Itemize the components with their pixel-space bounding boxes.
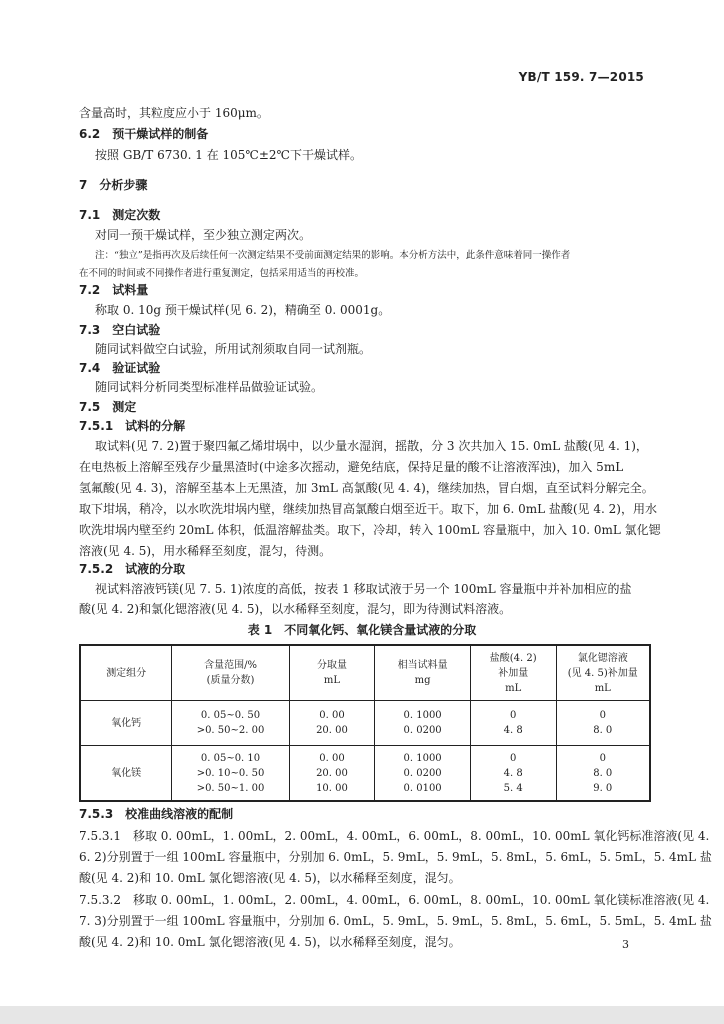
paragraph-7-5-3-2-line: 7. 3)分别置于一组 100mL 容量瓶中，分别加 6. 0mL，5. 9mL，5. 9mL，5. 8mL，5. 6mL，5. 5mL，5. 4mL 盐 (79, 914, 712, 928)
section-heading-7-4: 7.4 验证试验 (79, 361, 161, 375)
paragraph-7-5-3-1-line: 6. 2)分别置于一组 100mL 容量瓶中，分别加 6. 0mL，5. 9mL，5. 9mL，5. 8mL，5. 6mL，5. 5mL，5. 4mL 盐 (79, 850, 712, 864)
paragraph-7-5-1-line: 吹洗坩埚内壁至约 20mL 体积，低温溶解盐类。取下，冷却，转入 100mL 容量瓶中，加入 10. 0mL 氯化锶 (79, 523, 661, 537)
paragraph-7-5-3-1-line: 酸(见 4. 2)和 10. 0mL 氯化锶溶液(见 4. 5)，以水稀释至刻度，混匀。 (79, 871, 461, 885)
table-cell: 氧化钙 (80, 701, 172, 746)
table-cell: 0. 1000 0. 0200 0. 0100 (375, 746, 471, 802)
section-heading-7-5-3: 7.5.3 校准曲线溶液的配制 (79, 807, 234, 821)
paragraph-7-2: 称取 0. 10g 预干燥试样(见 6. 2)，精确至 0. 0001g。 (95, 303, 391, 317)
table-cell: 0 8. 0 9. 0 (556, 746, 650, 802)
dilution-table (79, 644, 651, 802)
section-heading-7-5: 7.5 测定 (79, 400, 137, 414)
paragraph-7-4: 随同试料分析同类型标准样品做验证试验。 (95, 380, 324, 394)
table-cell: 0. 00 20. 00 (289, 701, 375, 746)
paragraph-7-5-2-line: 酸(见 4. 2)和氯化锶溶液(见 4. 5)，以水稀释至刻度，混匀，即为待测试料溶液。 (79, 602, 512, 616)
paragraph-7-5-2-line: 视试料溶液钙镁(见 7. 5. 1)浓度的高低，按表 1 移取试液于另一个 100mL 容量瓶中并补加相应的盐 (95, 582, 632, 596)
table-cell: 0 4. 8 (470, 701, 556, 746)
section-heading-7: 7 分析步骤 (79, 178, 148, 192)
table-row (80, 701, 650, 746)
table-cell: 0. 1000 0. 0200 (375, 701, 471, 746)
table-cell: 0. 05~0. 10 >0. 10~0. 50 >0. 50~1. 00 (172, 746, 289, 802)
section-heading-7-3: 7.3 空白试验 (79, 323, 161, 337)
page-number: 3 (622, 938, 629, 951)
paragraph-6-2: 按照 GB/T 6730. 1 在 105℃±2℃下干燥试样。 (95, 148, 362, 162)
table-cell: 0 8. 0 (556, 701, 650, 746)
section-heading-7-5-2: 7.5.2 试液的分取 (79, 562, 186, 576)
table-cell: 0. 05~0. 50 >0. 50~2. 00 (172, 701, 289, 746)
paragraph-7-5-3-2-line: 酸(见 4. 2)和 10. 0mL 氯化锶溶液(见 4. 5)，以水稀释至刻度，混匀。 (79, 935, 461, 949)
text-line: 含量高时，其粒度应小于 160μm。 (79, 106, 269, 120)
note-line-1: 注：“独立”是指再次及后续任何一次测定结果不受前面测定结果的影响。本分析方法中，此条件意味着同一操作者 (95, 250, 571, 261)
table-caption: 表 1 不同氧化钙、氧化镁含量试液的分取 (247, 623, 477, 637)
paragraph-7-5-3-1-line: 7.5.3.1 移取 0. 00mL，1. 00mL，2. 00mL，4. 00mL，6. 00mL，8. 00mL，10. 00mL 氧化钙标准溶液(见 4. (79, 829, 710, 843)
table-header-row (80, 645, 650, 701)
table-cell: 0 4. 8 5. 4 (470, 746, 556, 802)
paragraph-7-5-1-line: 取下坩埚，稍冷，以水吹洗坩埚内壁，继续加热冒高氯酸白烟至近干。取下，加 6. 0mL 盐酸(见 4. 2)，用水 (79, 502, 657, 516)
header-cell: 分取量 mL (289, 645, 375, 701)
paragraph-7-5-1-line: 氢氟酸(见 4. 3)，溶解至基本上无黑渣，加 3mL 高氯酸(见 4. 4)，继续加热，冒白烟，直至试料分解完全。 (79, 481, 654, 495)
section-heading-7-1: 7.1 测定次数 (79, 208, 161, 222)
header-cell: 相当试料量 mg (375, 645, 471, 701)
paragraph-7-5-1-line: 取试料(见 7. 2)置于聚四氟乙烯坩埚中，以少量水湿润，摇散，分 3 次共加入 15. 0mL 盐酸(见 4. 1)， (95, 439, 648, 453)
table-cell: 0. 00 20. 00 10. 00 (289, 746, 375, 802)
paragraph-7-3: 随同试料做空白试验，所用试剂须取自同一试剂瓶。 (95, 342, 372, 356)
header-cell: 氯化锶溶液 (见 4. 5)补加量 mL (556, 645, 650, 701)
table-cell: 氧化镁 (80, 746, 172, 802)
table-row (80, 746, 650, 802)
paragraph-7-5-3-2-line: 7.5.3.2 移取 0. 00mL，1. 00mL，2. 00mL，4. 00mL，6. 00mL，8. 00mL，10. 00mL 氧化镁标准溶液(见 4. (79, 893, 710, 907)
header-cell: 含量范围/% (质量分数) (172, 645, 289, 701)
bottom-bar (0, 1006, 724, 1024)
section-heading-7-5-1: 7.5.1 试料的分解 (79, 419, 186, 433)
header-cell: 盐酸(4. 2) 补加量 mL (470, 645, 556, 701)
paragraph-7-5-1-line: 溶液(见 4. 5)，用水稀释至刻度，混匀，待测。 (79, 544, 332, 558)
section-heading-6-2: 6.2 预干燥试样的制备 (79, 127, 209, 141)
paragraph-7-5-1-line: 在电热板上溶解至残存少量黑渣时(中途多次摇动，避免结底，保持足量的酸不让溶液浑浊)，加入 5mL (79, 460, 624, 474)
paragraph-7-1: 对同一预干燥试样，至少独立测定两次。 (95, 228, 312, 242)
section-heading-7-2: 7.2 试料量 (79, 283, 149, 297)
header-cell: 测定组分 (80, 645, 172, 701)
standard-number-header: YB/T 159. 7—2015 (518, 70, 644, 84)
note-line-2: 在不同的时间或不同操作者进行重复测定，包括采用适当的再校准。 (79, 268, 365, 279)
